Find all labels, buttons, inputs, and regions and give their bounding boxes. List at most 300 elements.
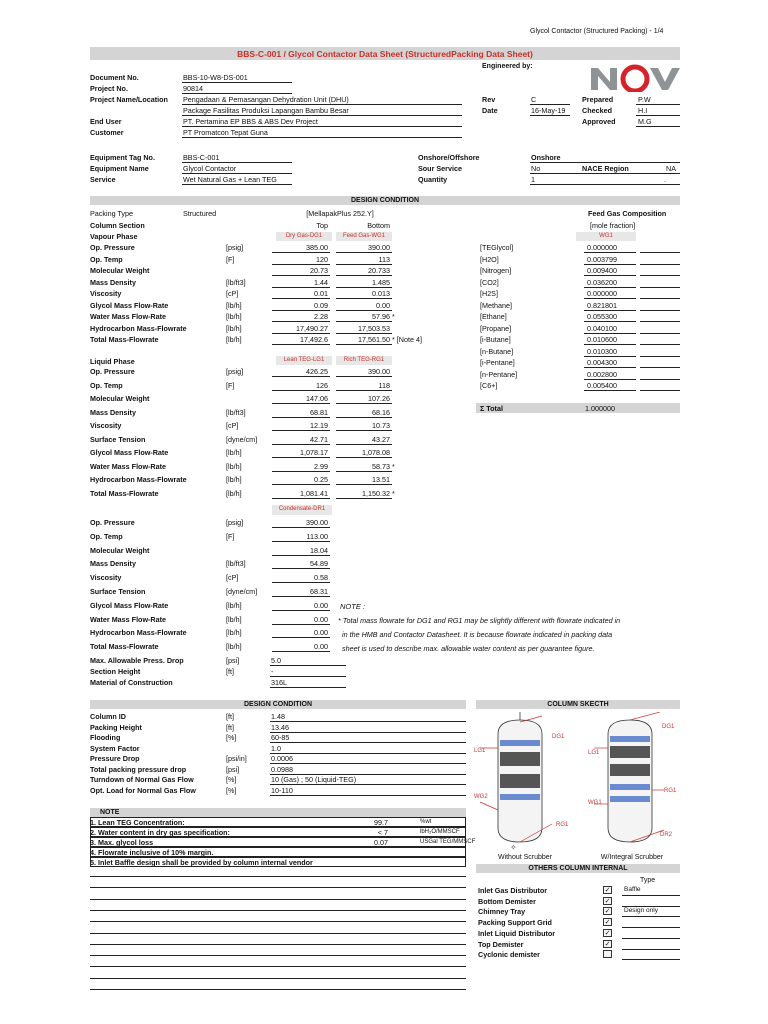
underline xyxy=(584,321,636,322)
condensate-label: Hydrocarbon Mass-Flowrate xyxy=(90,628,187,638)
liquid-row-bottom: 1,150.32 xyxy=(362,488,390,498)
underline xyxy=(636,126,680,127)
internal-checkbox[interactable] xyxy=(603,950,612,958)
feed-gas-component: [TEGlycol] xyxy=(480,243,514,252)
feed-gas-value: 0.010300 xyxy=(587,346,617,356)
underline xyxy=(336,252,392,253)
info-value: PT. Pertamina EP BBS & ABS Dev Project xyxy=(183,117,318,126)
internal-checkbox[interactable]: ✓ xyxy=(604,919,611,927)
feed-gas-component: [Nitrogen] xyxy=(480,266,512,275)
design2-unit: [psi/in] xyxy=(226,754,247,763)
underline xyxy=(270,687,346,688)
underline xyxy=(272,321,330,322)
extra-label: Section Height xyxy=(90,667,141,676)
liquid-row-bottom: 68.16 xyxy=(372,407,390,417)
label-rg1-left: RG1 xyxy=(556,822,569,828)
extra-unit: [ft] xyxy=(226,667,234,676)
feed-gas-value: 0.036200 xyxy=(587,277,617,287)
note-item: 5. Inlet Baffle design shall be provided by column internal vendor xyxy=(90,858,313,867)
checked-value: H.I xyxy=(638,106,648,115)
feed-total-value: 1.000000 xyxy=(585,404,615,413)
design2-value: 1.0 xyxy=(271,743,281,753)
nov-logo xyxy=(588,64,683,92)
date-label: Date xyxy=(482,106,498,115)
condensate-unit: [lb/h] xyxy=(226,614,242,624)
underline xyxy=(272,555,330,556)
vapour-row-bottom: 57.96 xyxy=(372,312,390,321)
underline xyxy=(336,457,392,458)
feed-gas-component: [i-Butane] xyxy=(480,335,511,344)
underline xyxy=(584,333,636,334)
feed-gas-value: 0.002800 xyxy=(587,369,617,379)
vapour-row-unit: [lb/h] xyxy=(226,323,242,333)
vapour-row-unit: [lb/ft3] xyxy=(226,277,246,287)
underline xyxy=(182,82,292,83)
vapour-row-top: 0.09 xyxy=(314,300,328,310)
underline xyxy=(584,379,636,380)
note-item: 4. Flowrate inclusive of 10% margin. xyxy=(90,848,214,857)
info-label: Project No. xyxy=(90,84,128,93)
underline xyxy=(272,637,330,638)
condensate-unit: [lb/h] xyxy=(226,600,242,610)
vapour-title: Vapour Phase xyxy=(90,232,138,241)
note-item: 3. Max. glycol loss xyxy=(90,838,154,847)
underline xyxy=(640,287,680,288)
vapour-row-top: 17,492.6 xyxy=(300,335,328,344)
vapour-row-top: 17,490.27 xyxy=(296,323,328,333)
label-wg2: WG2 xyxy=(474,794,488,800)
liquid-row-bottom: 107.26 xyxy=(368,394,390,403)
internals-type-label: Type xyxy=(640,877,656,884)
underline xyxy=(336,344,392,345)
liquid-row-unit: [lb/ft3] xyxy=(226,407,246,417)
underline xyxy=(584,344,636,345)
vapour-row-unit: [cP] xyxy=(226,289,239,298)
label-lg1-left: LG1 xyxy=(474,748,486,754)
design2-value: 10 (Gas) ; 50 (Liquid-TEG) xyxy=(271,775,357,784)
note-row-border xyxy=(90,817,466,827)
liquid-row-top: 42.71 xyxy=(310,434,328,444)
feed-gas-value: 0.004300 xyxy=(587,358,617,367)
liquid-row-label: Mass Density xyxy=(90,407,136,417)
vapour-row-top: 2.28 xyxy=(314,312,328,321)
liquid-row-label: Op. Pressure xyxy=(90,367,135,376)
underline xyxy=(584,298,636,299)
underline xyxy=(584,264,636,265)
condensate-label: Op. Temp xyxy=(90,531,123,541)
info-value: PT Promatcon Tepat Guna xyxy=(183,128,268,137)
design2-label: Turndown of Normal Gas Flow xyxy=(90,775,194,784)
underline xyxy=(640,344,680,345)
qty-note: . xyxy=(664,175,666,184)
feed-gas-component: [Ethane] xyxy=(480,312,507,321)
qty-value: 1 xyxy=(531,175,535,184)
condensate-value: 0.00 xyxy=(314,628,328,638)
internal-checkbox[interactable]: ✓ xyxy=(604,887,611,894)
equipment-label: Equipment Name xyxy=(90,164,149,173)
underline xyxy=(622,927,680,928)
internal-checkbox[interactable]: ✓ xyxy=(604,908,611,916)
vapour-row-bottom: 20.733 xyxy=(368,266,390,275)
feed-gas-value: 0.055300 xyxy=(587,312,617,321)
packing-type: Structured xyxy=(183,209,217,218)
feed-gas-subtitle: [mole fraction] xyxy=(590,221,636,230)
design-condition-title: DESIGN CONDITION xyxy=(350,197,420,204)
feed-gas-value: 0.009400 xyxy=(587,266,617,275)
extra-label: Material of Construction xyxy=(90,678,173,687)
vapour-row-label: Glycol Mass Flow-Rate xyxy=(90,300,169,310)
equipment-value: Glycol Contactor xyxy=(183,164,237,173)
vapour-row-label: Mass Density xyxy=(90,277,136,287)
liquid-row-top: 426.25 xyxy=(306,367,328,376)
qty-label: Quantity xyxy=(418,175,448,184)
condensate-value: 0.00 xyxy=(314,614,328,624)
note-item-value: 0.07 xyxy=(374,838,388,847)
underline xyxy=(182,115,462,116)
liquid-row-label: Total Mass-Flowrate xyxy=(90,488,159,498)
rev-label: Rev xyxy=(482,95,496,104)
condensate-label: Viscosity xyxy=(90,573,122,583)
underline xyxy=(640,275,680,276)
info-value: 90814 xyxy=(183,84,203,93)
feed-gas-component: [CO2] xyxy=(480,277,499,287)
underline xyxy=(272,344,330,345)
underline xyxy=(584,367,636,368)
underline xyxy=(640,390,680,391)
underline xyxy=(272,651,330,652)
feed-gas-component: [i-Pentane] xyxy=(480,358,515,367)
vapour-row-bottom: 113 xyxy=(378,254,390,264)
feed-total-label: Σ Total xyxy=(480,404,503,413)
notes-band xyxy=(90,808,466,817)
liquid-row-unit: [lb/h] xyxy=(226,475,242,484)
label-lg1-right: LG1 xyxy=(588,750,600,756)
vapour-row-label: Viscosity xyxy=(90,289,122,298)
feed-gas-column: WG1 xyxy=(576,232,636,241)
internal-type: Baffle xyxy=(624,886,641,893)
internal-type: Design only xyxy=(624,907,658,915)
drain-icon: ✧ xyxy=(510,843,517,852)
underline xyxy=(336,310,392,311)
liquid-row-unit: [cP] xyxy=(226,421,239,430)
vapour-row-bottom: 390.00 xyxy=(368,243,390,252)
design2-label: System Factor xyxy=(90,743,140,753)
packing-type-label: Packing Type xyxy=(90,209,134,218)
liquid-row-top: 1,081.41 xyxy=(300,488,328,498)
underline xyxy=(272,457,330,458)
info-label: Project Name/Location xyxy=(90,95,168,104)
liquid-row-top: 147.06 xyxy=(306,394,328,403)
internal-label: Top Demister xyxy=(478,939,524,949)
design2-label: Column ID xyxy=(90,712,126,721)
note-item-unit: USGal TEG/MMSCF xyxy=(420,839,476,845)
underline xyxy=(530,104,570,105)
underline xyxy=(182,173,292,174)
label-wg1: WG1 xyxy=(588,800,602,806)
liquid-row-bottom: 390.00 xyxy=(368,367,390,376)
vapour-row-unit: [lb/h] xyxy=(226,300,242,310)
liquid-row-unit: [psig] xyxy=(226,367,244,376)
design2-unit: [ft] xyxy=(226,722,234,732)
internal-label: Cyclonic demister xyxy=(478,950,540,960)
equipment-value: BBS-C-001 xyxy=(183,153,220,162)
blank-line xyxy=(90,910,466,911)
info-label: Document No. xyxy=(90,73,139,82)
page-number: 1/4 xyxy=(653,28,664,35)
feed-gas-value: 0.010600 xyxy=(587,335,617,344)
condensate-unit: [dyne/cm] xyxy=(226,587,258,596)
label-dg1-left: DG1 xyxy=(552,734,565,740)
underline xyxy=(336,471,392,472)
blank-line xyxy=(90,887,466,888)
nace-label: NACE Region xyxy=(582,164,629,173)
condensate-value: 0.00 xyxy=(314,642,328,652)
blank-line xyxy=(90,921,466,922)
underline xyxy=(272,471,330,472)
sour-value: No xyxy=(531,164,541,173)
note-title: NOTE : xyxy=(340,602,366,611)
top-label: Top xyxy=(316,221,328,230)
internal-checkbox[interactable]: ✓ xyxy=(604,940,611,948)
underline xyxy=(336,298,392,299)
condensate-value: 0.00 xyxy=(314,600,328,610)
label-rg1-right: RG1 xyxy=(664,788,677,794)
feed-gas-value: 0.040100 xyxy=(587,323,617,333)
info-value: Package Fasilitas Produksi Lapangan Bambu Besar xyxy=(183,106,349,115)
label-dg1-right: DG1 xyxy=(662,724,675,730)
blank-line xyxy=(90,966,466,967)
doc-ref: Glycol Contactor (Structured Packing) - 1/4 xyxy=(530,28,664,35)
feed-gas-component: [Methane] xyxy=(480,300,512,310)
liquid-row-bottom: 13.51 xyxy=(372,475,390,484)
date-value: 16-May-19 xyxy=(531,106,566,115)
design2-unit: [ft] xyxy=(226,712,234,721)
underline xyxy=(270,732,466,733)
liquid-tag-top: Lean TEG-LG1 xyxy=(276,356,332,365)
blank-line xyxy=(90,933,466,934)
vapour-row-top: 385.00 xyxy=(306,243,328,252)
info-label: End User xyxy=(90,117,122,126)
underline xyxy=(272,498,330,499)
condensate-label: Mass Density xyxy=(90,559,136,569)
equipment-label: Equipment Tag No. xyxy=(90,153,155,162)
feed-gas-component: [H2O] xyxy=(480,254,499,264)
condensate-unit: [F] xyxy=(226,531,235,541)
condensate-value: 113.00 xyxy=(306,531,328,541)
underline xyxy=(622,895,680,896)
design2-value: 10-110 xyxy=(271,785,293,795)
underline xyxy=(584,310,636,311)
design2-unit: [%] xyxy=(226,775,237,784)
info-label: Customer xyxy=(90,128,124,137)
vapour-row-note: * xyxy=(392,312,395,321)
underline xyxy=(182,162,292,163)
underline xyxy=(530,115,570,116)
total-band xyxy=(476,403,680,413)
condensate-unit: [psig] xyxy=(226,518,244,527)
column-sketch xyxy=(470,712,684,852)
underline xyxy=(336,430,392,431)
underline xyxy=(640,252,680,253)
note-item: 2. Water content in dry gas specification: xyxy=(90,828,230,837)
internal-label: Packing Support Grid xyxy=(478,918,552,928)
liquid-row-note: * xyxy=(392,488,395,498)
feed-gas-title: Feed Gas Composition xyxy=(588,209,667,218)
design2-value: 1.48 xyxy=(271,712,285,721)
underline xyxy=(272,376,330,377)
design2-unit: [%] xyxy=(226,733,237,742)
vapour-row-bottom: 1.485 xyxy=(372,277,390,287)
design2-title: DESIGN CONDITION xyxy=(243,701,313,708)
underline xyxy=(272,484,330,485)
underline xyxy=(272,444,330,445)
underline xyxy=(584,287,636,288)
vapour-row-top: 120 xyxy=(316,254,328,264)
liquid-row-bottom: 58.73 xyxy=(372,461,390,471)
underline xyxy=(182,137,462,138)
liquid-row-bottom: 1,078.08 xyxy=(362,448,390,457)
underline xyxy=(336,321,392,322)
underline xyxy=(530,184,680,185)
underline xyxy=(636,115,680,116)
extra-label: Max. Allowable Press. Drop xyxy=(90,656,184,665)
right-caption: W/Integral Scrubber xyxy=(600,854,664,861)
underline xyxy=(584,356,636,357)
feed-gas-component: [n-Pentane] xyxy=(480,369,518,379)
condensate-label: Total Mass-Flowrate xyxy=(90,642,159,652)
underline xyxy=(640,298,680,299)
underline xyxy=(272,310,330,311)
internal-label: Chimney Tray xyxy=(478,907,526,917)
internal-checkbox[interactable]: ✓ xyxy=(604,929,611,937)
design2-value: 60-85 xyxy=(271,733,290,742)
design2-label: Flooding xyxy=(90,733,121,742)
underline xyxy=(336,376,392,377)
underline xyxy=(336,264,392,265)
extra-value: 5.0 xyxy=(271,656,281,665)
blank-line xyxy=(90,978,466,979)
liquid-row-bottom: 10.73 xyxy=(372,421,390,430)
vapour-tag-bottom: Feed Gas-WG1 xyxy=(336,232,392,241)
liquid-row-bottom: 118 xyxy=(378,380,390,390)
underline xyxy=(272,527,330,528)
internal-checkbox[interactable]: ✓ xyxy=(604,897,611,905)
vapour-row-unit: [F] xyxy=(226,254,235,264)
label-dr2: DR2 xyxy=(660,832,673,838)
page-title: BBS-C-001 / Glycol Contactor Data Sheet (StructuredPacking Data Sheet) xyxy=(237,49,533,59)
condensate-value: 390.00 xyxy=(306,518,328,527)
underline xyxy=(272,582,330,583)
underline xyxy=(336,498,392,499)
underline xyxy=(272,430,330,431)
feed-gas-component: [C6+] xyxy=(480,381,498,390)
note-row-border xyxy=(90,857,466,867)
underline xyxy=(336,403,392,404)
vapour-row-unit: [psig] xyxy=(226,243,244,252)
condensate-label: Surface Tension xyxy=(90,587,146,596)
design2-value: 13.46 xyxy=(271,722,289,732)
underline xyxy=(272,596,330,597)
extra-unit: [psi] xyxy=(226,656,240,665)
vapour-row-unit: [lb/h] xyxy=(226,312,242,321)
note-item-unit: lbH₂O/MMSCF xyxy=(420,829,460,835)
underline xyxy=(336,484,392,485)
prepared-label: Prepared xyxy=(582,95,614,104)
condensate-value: 18.04 xyxy=(310,545,328,555)
vapour-row-top: 20.73 xyxy=(310,266,328,275)
underline xyxy=(584,252,636,253)
blank-line xyxy=(90,989,466,990)
underline xyxy=(270,795,466,796)
underline xyxy=(636,104,680,105)
feed-gas-value: 0.821801 xyxy=(587,300,617,310)
note-row-border xyxy=(90,847,466,857)
vapour-row-bottom: 17,503.53 xyxy=(358,323,390,333)
vapour-row-top: 0.01 xyxy=(314,289,328,298)
liquid-row-unit: [lb/h] xyxy=(226,448,242,457)
onshore-label: Onshore/Offshore xyxy=(418,153,480,162)
underline xyxy=(272,275,330,276)
condensate-value: 68.31 xyxy=(310,587,328,596)
underline xyxy=(272,417,330,418)
notes-title: NOTE xyxy=(100,809,120,816)
underline xyxy=(272,287,330,288)
feed-gas-component: [n-Butane] xyxy=(480,346,514,356)
underline xyxy=(584,275,636,276)
liquid-row-top: 126 xyxy=(316,380,328,390)
condensate-label: Glycol Mass Flow-Rate xyxy=(90,600,169,610)
vapour-row-bottom: 0.013 xyxy=(372,289,390,298)
underline xyxy=(182,126,462,127)
blank-line xyxy=(90,876,466,877)
underline xyxy=(336,417,392,418)
approved-value: M.G xyxy=(638,117,652,126)
underline xyxy=(272,264,330,265)
underline xyxy=(336,275,392,276)
note-row-border xyxy=(90,837,466,847)
internal-label: Inlet Gas Distributor xyxy=(478,886,548,895)
liquid-row-label: Water Mass Flow-Rate xyxy=(90,461,167,471)
underline xyxy=(272,333,330,334)
design2-unit: [psi] xyxy=(226,764,240,774)
vapour-row-label: Water Mass Flow-Rate xyxy=(90,312,167,321)
feed-gas-component: [H2S] xyxy=(480,289,498,298)
underline xyxy=(270,721,466,722)
underline xyxy=(640,264,680,265)
condensate-label: Molecular Weight xyxy=(90,545,150,555)
underline xyxy=(270,784,466,785)
underline xyxy=(272,624,330,625)
underline xyxy=(336,444,392,445)
condensate-unit: [cP] xyxy=(226,573,239,583)
condensate-value: 0.58 xyxy=(314,573,328,583)
sketch-title: COLUMN SKECTH xyxy=(547,701,609,708)
underline xyxy=(584,390,636,391)
feed-gas-value: 0.000000 xyxy=(587,243,617,252)
vapour-row-label: Molecular Weight xyxy=(90,266,150,275)
info-value: Pengadaan & Pemasangan Dehydration Unit (DHU) xyxy=(183,95,349,104)
liquid-row-unit: [dyne/cm] xyxy=(226,434,258,444)
liquid-row-label: Hydrocarbon Mass-Flowrate xyxy=(90,475,187,484)
condensate-label: Op. Pressure xyxy=(90,518,135,527)
note-line: * Total mass flowrate for DG1 and RG1 may be slightly different with flowrate indicated in xyxy=(338,616,621,625)
underline xyxy=(640,356,680,357)
liquid-row-bottom: 43.27 xyxy=(372,434,390,444)
liquid-row-top: 12.19 xyxy=(310,421,328,430)
underline xyxy=(640,379,680,380)
packing-model: [MellapakPlus 252.Y] xyxy=(306,209,374,218)
feed-gas-value: 0.000000 xyxy=(587,289,617,298)
